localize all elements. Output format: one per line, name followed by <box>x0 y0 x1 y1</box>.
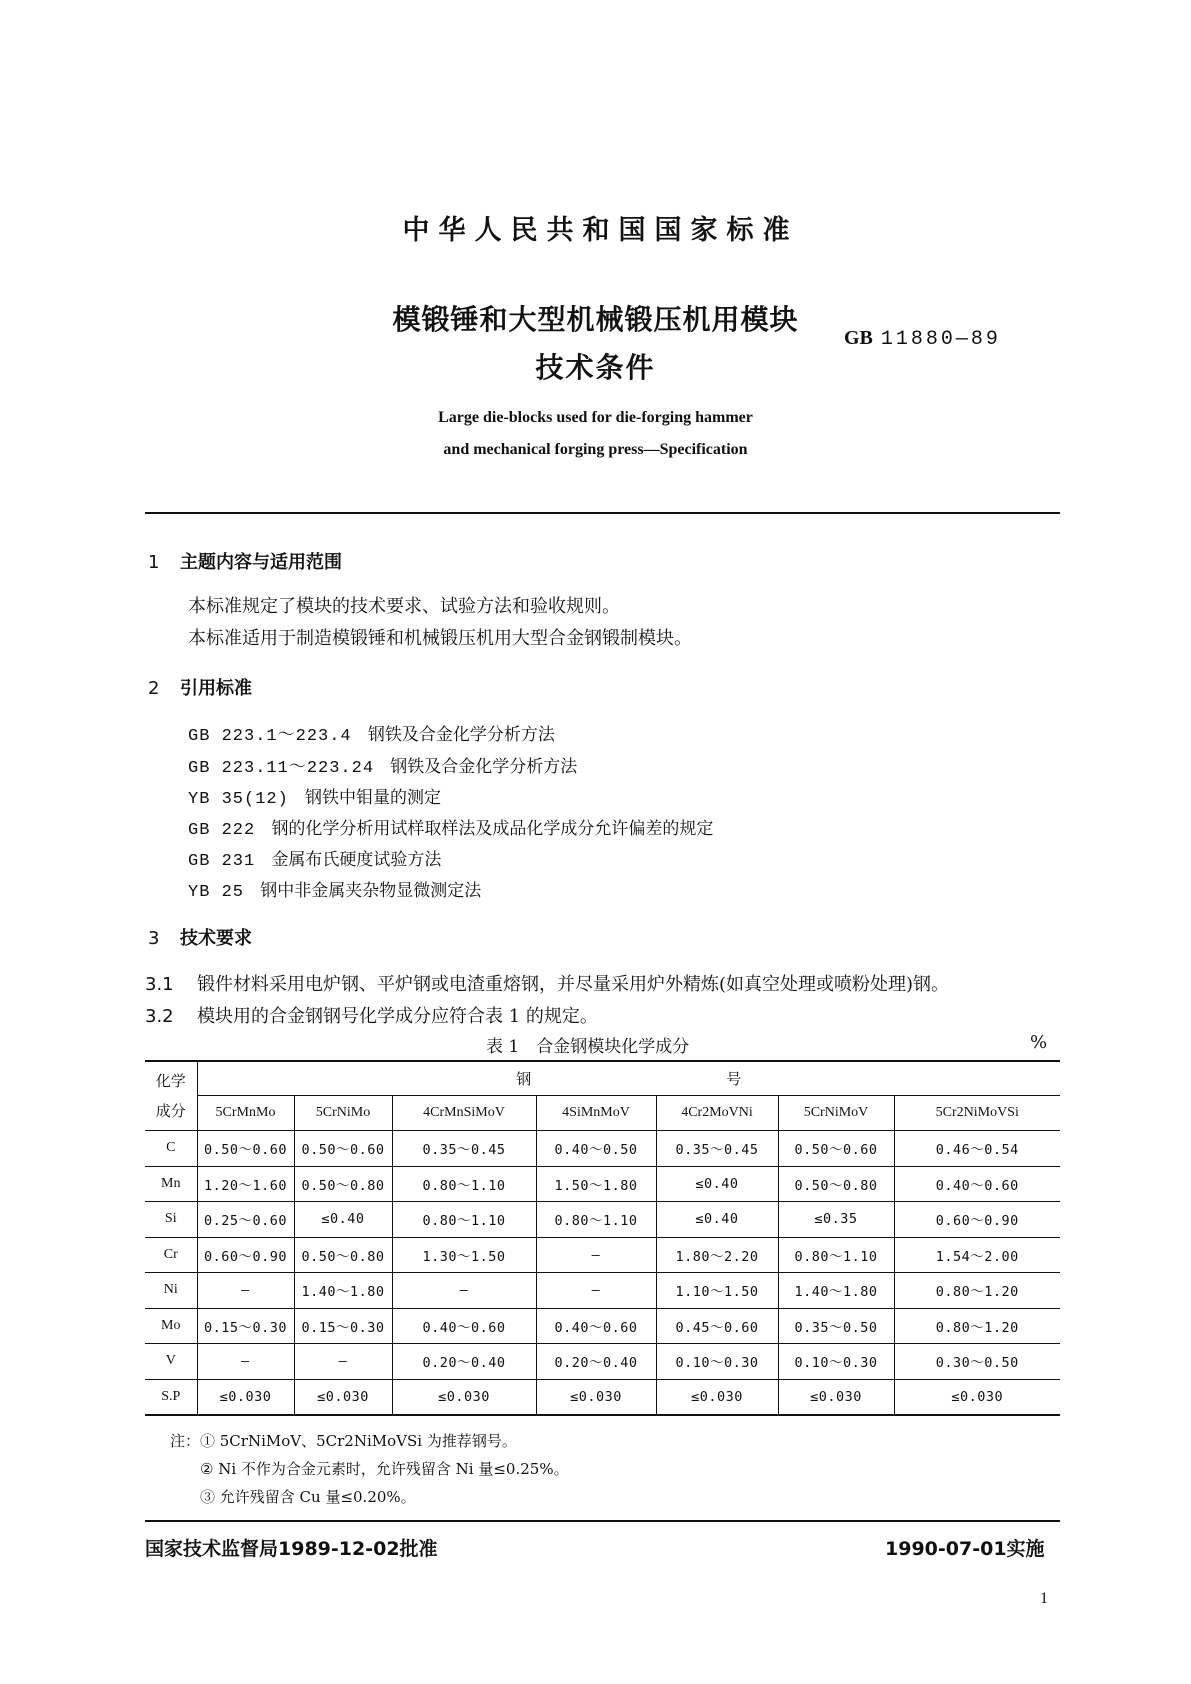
table-cell: 0.35～0.45 <box>392 1131 536 1167</box>
table-cell: 0.80～1.20 <box>894 1308 1060 1344</box>
table-caption: 表 1 合金钢模块化学成分 <box>486 1037 690 1057</box>
table-cell: 0.50～0.60 <box>778 1131 894 1167</box>
table-note-2: ② Ni 不作为合金元素时，允许残留含 Ni 量≤0.25%。 <box>200 1460 569 1478</box>
title-cn-line1: 模锻锤和大型机械锻压机用模块 <box>392 303 799 336</box>
ref-item <box>188 845 441 871</box>
ref-code: YB 35(12) <box>188 790 289 809</box>
table-cell: — <box>197 1344 294 1380</box>
section-3-heading: 技术要求 <box>180 928 252 949</box>
section-2-number: 2 <box>148 678 160 699</box>
table-row <box>145 1379 1060 1415</box>
table-cell: 0.60～0.90 <box>894 1202 1060 1238</box>
table-cell: 1.10～1.50 <box>656 1273 778 1309</box>
grade-group-header-right: 号 <box>726 1070 742 1088</box>
table-cell: ≤0.40 <box>656 1166 778 1202</box>
chemical-composition-table <box>145 1060 1060 1416</box>
corner-header-line1: 化学 <box>155 1072 186 1090</box>
section-1-para-1: 本标准规定了模块的技术要求、试验方法和验收规则。 <box>188 596 620 617</box>
table-cell: ≤0.030 <box>894 1379 1060 1415</box>
ref-code: GB 223.11～223.24 <box>188 759 375 778</box>
table-row <box>145 1202 1060 1238</box>
element-label: V <box>145 1344 197 1380</box>
table-cell: 0.80～1.10 <box>778 1237 894 1273</box>
table-cell: 0.40～0.60 <box>392 1308 536 1344</box>
element-label: Mo <box>145 1308 197 1344</box>
table-note-1: 注：① 5CrNiMoV、5Cr2NiMoVSi 为推荐钢号。 <box>170 1432 517 1450</box>
ref-code: GB 222 <box>188 821 256 840</box>
table-cell: 0.35～0.45 <box>656 1131 778 1167</box>
ref-name: 钢铁中钼量的测定 <box>305 788 442 808</box>
table-cell: 0.20～0.40 <box>392 1344 536 1380</box>
table-cell: ≤0.40 <box>294 1202 392 1238</box>
table-cell: 1.40～1.80 <box>778 1273 894 1309</box>
table-cell: 0.50～0.80 <box>294 1166 392 1202</box>
element-label: Cr <box>145 1237 197 1273</box>
standard-code: 11880—89 <box>880 328 1001 351</box>
ref-item <box>188 814 713 840</box>
ref-item <box>188 752 577 778</box>
clause-text: 模块用的合金钢钢号化学成分应符合表 1 的规定。 <box>197 1006 598 1027</box>
table-cell: 0.50～0.60 <box>197 1131 294 1167</box>
ref-name: 钢铁及合金化学分析方法 <box>390 757 578 777</box>
ref-item <box>188 720 555 746</box>
clause-number: 3.1 <box>145 974 174 995</box>
effective-date-text: 1990-07-01实施 <box>885 1538 1045 1560</box>
table-row <box>145 1166 1060 1202</box>
ref-code: GB 231 <box>188 852 256 871</box>
page-number: 1 <box>1040 1590 1048 1607</box>
element-label: S.P <box>145 1379 197 1415</box>
table-cell: 0.45～0.60 <box>656 1308 778 1344</box>
standard-number <box>844 325 1001 351</box>
clause-text: 锻件材料采用电炉钢、平炉钢或电渣重熔钢，并尽量采用炉外精炼(如真空处理或喷粉处理)钢。 <box>197 974 950 995</box>
ref-name: 钢的化学分析用试样取样法及成品化学成分允许偏差的规定 <box>271 819 714 839</box>
grade-group-header-left: 钢 <box>516 1070 532 1088</box>
table-row <box>145 1344 1060 1380</box>
table-cell: 0.15～0.30 <box>197 1308 294 1344</box>
table-cell: 1.40～1.80 <box>294 1273 392 1309</box>
table-cell: 0.30～0.50 <box>894 1344 1060 1380</box>
table-cell: 0.60～0.90 <box>197 1237 294 1273</box>
corner-header <box>145 1061 197 1131</box>
grade-header: 4SiMnMoV <box>536 1096 656 1131</box>
table-cell: — <box>536 1237 656 1273</box>
table-cell: 0.40～0.60 <box>894 1166 1060 1202</box>
table-unit: % <box>1030 1032 1048 1053</box>
section-1-title <box>148 548 342 574</box>
clause-3-1 <box>145 970 949 996</box>
section-1-number: 1 <box>148 552 160 573</box>
element-label: Si <box>145 1202 197 1238</box>
table-cell: 0.80～1.20 <box>894 1273 1060 1309</box>
table-cell: — <box>294 1344 392 1380</box>
title-en-line1: Large die-blocks used for die-forging hammer <box>438 409 753 426</box>
table-cell: ≤0.030 <box>197 1379 294 1415</box>
table-cell: ≤0.40 <box>656 1202 778 1238</box>
table-cell: 0.10～0.30 <box>778 1344 894 1380</box>
table-cell: ≤0.030 <box>656 1379 778 1415</box>
ref-name: 金属布氏硬度试验方法 <box>271 850 442 870</box>
section-1-heading: 主题内容与适用范围 <box>180 552 342 573</box>
table-cell: 0.25～0.60 <box>197 1202 294 1238</box>
clause-3-2 <box>145 1002 598 1028</box>
table-cell: 0.10～0.30 <box>656 1344 778 1380</box>
table-cell: ≤0.030 <box>392 1379 536 1415</box>
table-cell: 0.80～1.10 <box>392 1202 536 1238</box>
grade-header: 4Cr2MoVNi <box>656 1096 778 1131</box>
header-rule <box>145 512 1060 514</box>
table-cell: 0.50～0.60 <box>294 1131 392 1167</box>
table-cell: 0.50～0.80 <box>778 1166 894 1202</box>
section-3-number: 3 <box>148 928 160 949</box>
table-cell: 0.40～0.60 <box>536 1308 656 1344</box>
table-cell: — <box>392 1273 536 1309</box>
table-cell: 0.35～0.50 <box>778 1308 894 1344</box>
table-cell: 0.80～1.10 <box>536 1202 656 1238</box>
standard-prefix: GB <box>844 327 873 349</box>
grade-header: 5CrNiMoV <box>778 1096 894 1131</box>
grade-header: 5Cr2NiMoVSi <box>894 1096 1060 1131</box>
element-label: Ni <box>145 1273 197 1309</box>
section-1-para-2: 本标准适用于制造模锻锤和机械锻压机用大型合金钢锻制模块。 <box>188 628 692 649</box>
element-label: C <box>145 1131 197 1167</box>
table-row <box>145 1273 1060 1309</box>
table-cell: 0.20～0.40 <box>536 1344 656 1380</box>
clause-number: 3.2 <box>145 1006 174 1027</box>
table-cell: 0.46～0.54 <box>894 1131 1060 1167</box>
element-label: Mn <box>145 1166 197 1202</box>
title-en-line2: and mechanical forging press—Specification <box>443 441 748 458</box>
table-cell: ≤0.030 <box>294 1379 392 1415</box>
table-cell: ≤0.030 <box>778 1379 894 1415</box>
ref-item <box>188 876 481 902</box>
ref-code: YB 25 <box>188 883 245 902</box>
corner-header-line2: 成分 <box>155 1102 186 1120</box>
table-cell: 0.15～0.30 <box>294 1308 392 1344</box>
table-cell: 0.40～0.50 <box>536 1131 656 1167</box>
national-standard-heading: 中华人民共和国国家标准 <box>402 215 799 246</box>
ref-name: 钢中非金属夹杂物显微测定法 <box>260 881 482 901</box>
footer-rule <box>145 1520 1060 1522</box>
grade-group-header <box>197 1061 1060 1096</box>
approval-text: 国家技术监督局1989-12-02批准 <box>145 1538 438 1560</box>
table-cell: — <box>197 1273 294 1309</box>
table-cell: 0.80～1.10 <box>392 1166 536 1202</box>
section-2-title <box>148 674 252 700</box>
title-cn-line2: 技术条件 <box>535 351 656 384</box>
table-row <box>145 1237 1060 1273</box>
table-cell: 1.54～2.00 <box>894 1237 1060 1273</box>
table-cell: 1.30～1.50 <box>392 1237 536 1273</box>
section-3-title <box>148 924 252 950</box>
section-2-heading: 引用标准 <box>180 678 252 699</box>
table-cell: 0.50～0.80 <box>294 1237 392 1273</box>
grade-header: 5CrNiMo <box>294 1096 392 1131</box>
grade-header: 5CrMnMo <box>197 1096 294 1131</box>
table-cell: ≤0.030 <box>536 1379 656 1415</box>
table-row <box>145 1131 1060 1167</box>
table-cell: 1.50～1.80 <box>536 1166 656 1202</box>
ref-code: GB 223.1～223.4 <box>188 727 352 746</box>
table-note-3: ③ 允许残留含 Cu 量≤0.20%。 <box>200 1488 416 1506</box>
table-row <box>145 1308 1060 1344</box>
ref-item <box>188 783 441 809</box>
table-cell: 1.20～1.60 <box>197 1166 294 1202</box>
table-cell: ≤0.35 <box>778 1202 894 1238</box>
table-cell: — <box>536 1273 656 1309</box>
grade-header: 4CrMnSiMoV <box>392 1096 536 1131</box>
ref-name: 钢铁及合金化学分析方法 <box>367 725 555 745</box>
table-cell: 1.80～2.20 <box>656 1237 778 1273</box>
